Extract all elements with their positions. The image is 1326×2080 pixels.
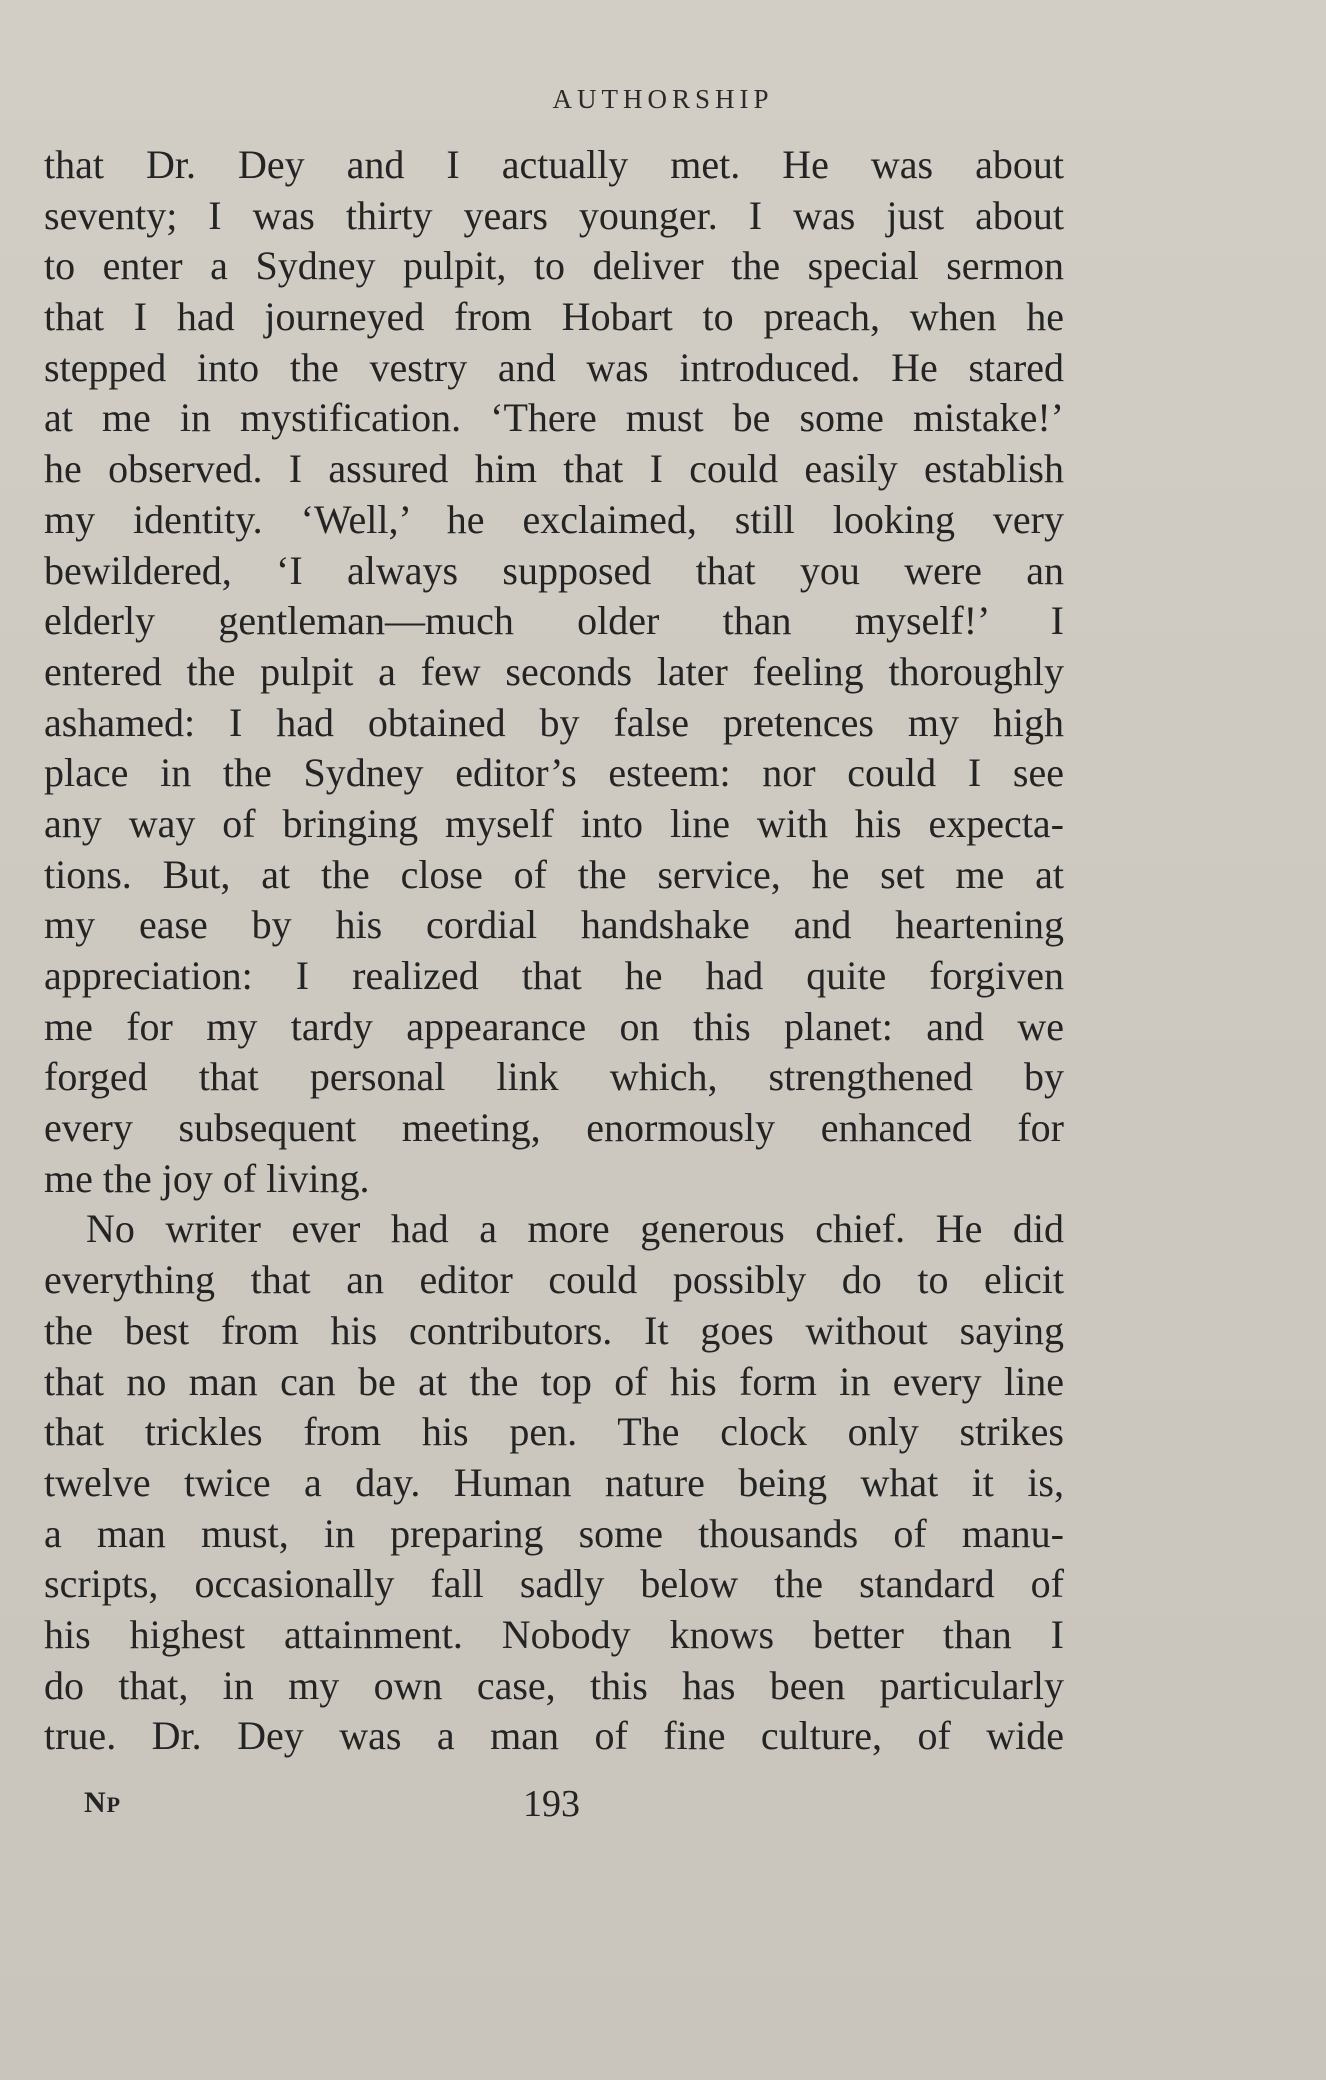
text-line: scripts, occasionally fall sadly below the standard of bbox=[44, 1561, 1064, 1607]
text-line: my identity. ‘Well,’ he exclaimed, still looking very bbox=[44, 496, 1064, 542]
text-line: that Dr. Dey and I actually met. He was about bbox=[44, 142, 1064, 187]
text-line: that no man can be at the top of his form in every line bbox=[44, 1358, 1064, 1404]
text-line: twelve twice a day. Human nature being what it is, bbox=[44, 1459, 1064, 1505]
text-line: he observed. I assured him that I could easily establish bbox=[44, 446, 1064, 492]
text-line: everything that an editor could possibly do to elicit bbox=[44, 1257, 1064, 1303]
text-line: stepped into the vestry and was introduced. He stared bbox=[44, 344, 1064, 390]
text-line: any way of bringing myself into line with his expecta- bbox=[44, 800, 1064, 846]
text-line: entered the pulpit a few seconds later feeling thoroughly bbox=[44, 648, 1064, 694]
text-line: every subsequent meeting, enormously enhanced for bbox=[44, 1105, 1064, 1151]
signature-mark-letter: N bbox=[84, 1786, 107, 1819]
text-line: ashamed: I had obtained by false pretences my high bbox=[44, 699, 1064, 745]
text-line: forged that personal link which, strengthened by bbox=[44, 1054, 1064, 1100]
paragraph-end-line: me the joy of living. bbox=[44, 1155, 370, 1201]
text-line: place in the Sydney editor’s esteem: nor could I see bbox=[44, 750, 1064, 796]
page-number: 193 bbox=[523, 1783, 580, 1825]
text-line: appreciation: I realized that he had quite forgiven bbox=[44, 953, 1064, 998]
body-text bbox=[44, 140, 1064, 1762]
text-line: that trickles from his pen. The clock only strikes bbox=[44, 1409, 1064, 1455]
signature-mark bbox=[84, 1786, 121, 1820]
text-line: do that, in my own case, this has been particularly bbox=[44, 1662, 1064, 1708]
text-line: tions. But, at the close of the service, he set me at bbox=[44, 851, 1064, 897]
text-line: me for my tardy appearance on this planet: and we bbox=[44, 1003, 1064, 1049]
text-line: at me in mystification. ‘There must be some mistake!’ bbox=[44, 395, 1064, 441]
text-line: bewildered, ‘I always supposed that you were an bbox=[44, 547, 1064, 593]
text-line: my ease by his cordial handshake and heartening bbox=[44, 902, 1064, 948]
paragraph-start-line: No writer ever had a more generous chief. He did bbox=[86, 1206, 1064, 1252]
text-line: the best from his contributors. It goes without saying bbox=[44, 1307, 1064, 1353]
text-line: seventy; I was thirty years younger. I was just about bbox=[44, 192, 1064, 238]
text-line: elderly gentleman—much older than myself!’ I bbox=[44, 598, 1064, 644]
text-line: true. Dr. Dey was a man of fine culture, of wide bbox=[44, 1713, 1064, 1759]
running-head: AUTHORSHIP bbox=[552, 84, 774, 114]
text-line: a man must, in preparing some thousands of manu- bbox=[44, 1510, 1064, 1556]
text-line: to enter a Sydney pulpit, to deliver the special sermon bbox=[44, 243, 1064, 289]
page-footer bbox=[0, 1782, 1326, 1832]
signature-mark-letter: P bbox=[106, 1792, 122, 1817]
text-line: that I had journeyed from Hobart to preach, when he bbox=[44, 294, 1064, 340]
text-line: his highest attainment. Nobody knows better than I bbox=[44, 1611, 1064, 1657]
